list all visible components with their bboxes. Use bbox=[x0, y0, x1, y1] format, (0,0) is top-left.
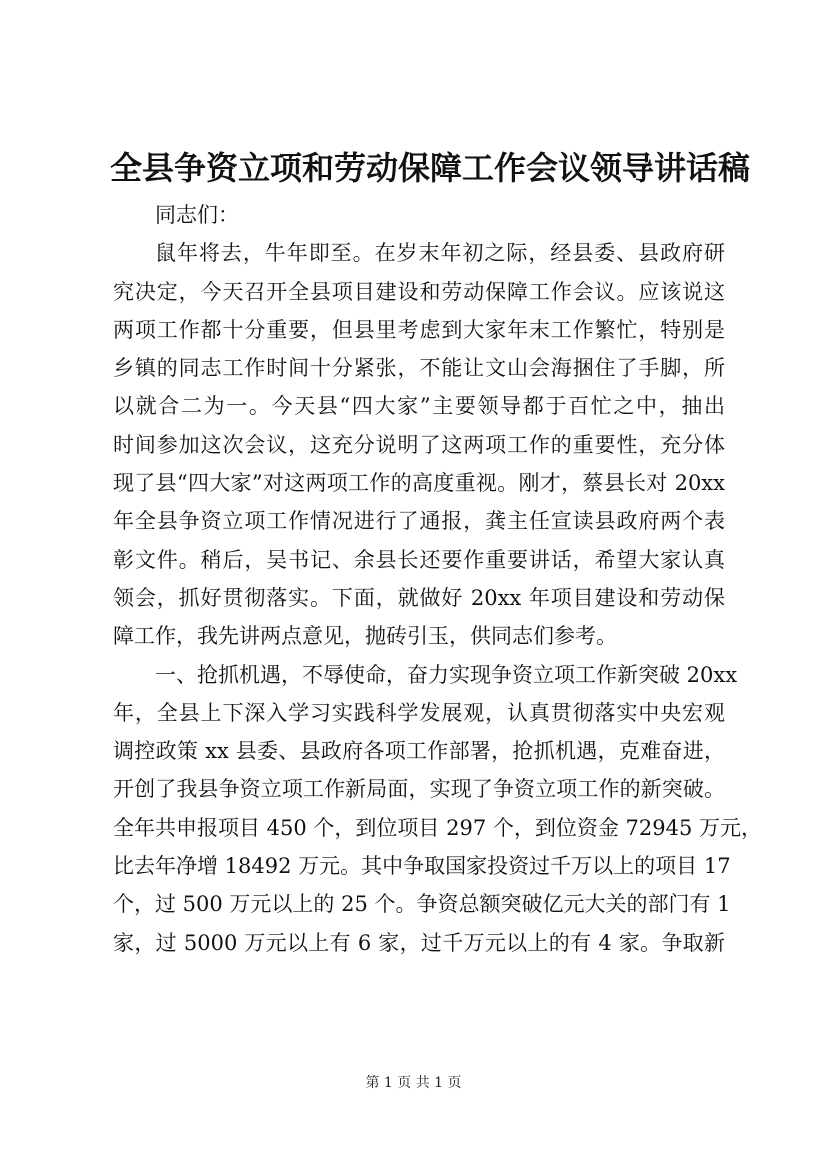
body-line: 彰文件。稍后，吴书记、余县长还要作重要讲话，希望大家认真 bbox=[113, 547, 725, 572]
body-line: 家，过 5000 万元以上有 6 家，过千万元以上的有 4 家。争取新 bbox=[113, 930, 725, 955]
body-line: 领会，抓好贯彻落实。下面，就做好 20xx 年项目建设和劳动保 bbox=[113, 585, 725, 610]
document-body bbox=[113, 196, 763, 962]
body-line: 障工作，我先讲两点意见，抛砖引玉，供同志们参考。 bbox=[113, 624, 617, 649]
body-line: 年，全县上下深入学习实践科学发展观，认真贯彻落实中央宏观 bbox=[113, 700, 725, 725]
body-line: 个，过 500 万元以上的 25 个。争资总额突破亿元大关的部门有 1 bbox=[113, 892, 731, 917]
body-line: 时间参加这次会议，这充分说明了这两项工作的重要性，充分体 bbox=[113, 432, 725, 457]
document-title: 全县争资立项和劳动保障工作会议领导讲话稿 bbox=[110, 149, 751, 187]
body-line: 两项工作都十分重要，但县里考虑到大家年末工作繁忙，特别是 bbox=[113, 317, 725, 342]
body-line: 以就合二为一。今天县“四大家”主要领导都于百忙之中，抽出 bbox=[113, 394, 725, 419]
body-line: 一、抢抓机遇，不辱使命，奋力实现争资立项工作新突破 20xx bbox=[155, 662, 738, 687]
body-line: 比去年净增 18492 万元。其中争取国家投资过千万以上的项目 17 bbox=[113, 854, 731, 879]
body-line: 现了县“四大家”对这两项工作的高度重视。刚才，蔡县长对 20xx bbox=[113, 471, 725, 496]
body-line: 鼠年将去，牛年即至。在岁末年初之际，经县委、县政府研 bbox=[155, 241, 725, 266]
body-line: 全年共申报项目 450 个，到位项目 297 个，到位资金 72945 万元， bbox=[113, 815, 763, 840]
page-footer: 第 1 页 共 1 页 bbox=[365, 1075, 462, 1091]
body-line: 同志们： bbox=[155, 203, 239, 227]
body-line: 调控政策 xx 县委、县政府各项工作部署，抢抓机遇，克难奋进， bbox=[113, 739, 725, 764]
body-line: 乡镇的同志工作时间十分紧张，不能让文山会海捆住了手脚，所 bbox=[113, 356, 725, 381]
body-line: 年全县争资立项工作情况进行了通报，龚主任宣读县政府两个表 bbox=[113, 509, 725, 534]
body-line: 开创了我县争资立项工作新局面，实现了争资立项工作的新突破。 bbox=[113, 777, 725, 802]
body-line: 究决定，今天召开全县项目建设和劳动保障工作会议。应该说这 bbox=[113, 279, 725, 304]
